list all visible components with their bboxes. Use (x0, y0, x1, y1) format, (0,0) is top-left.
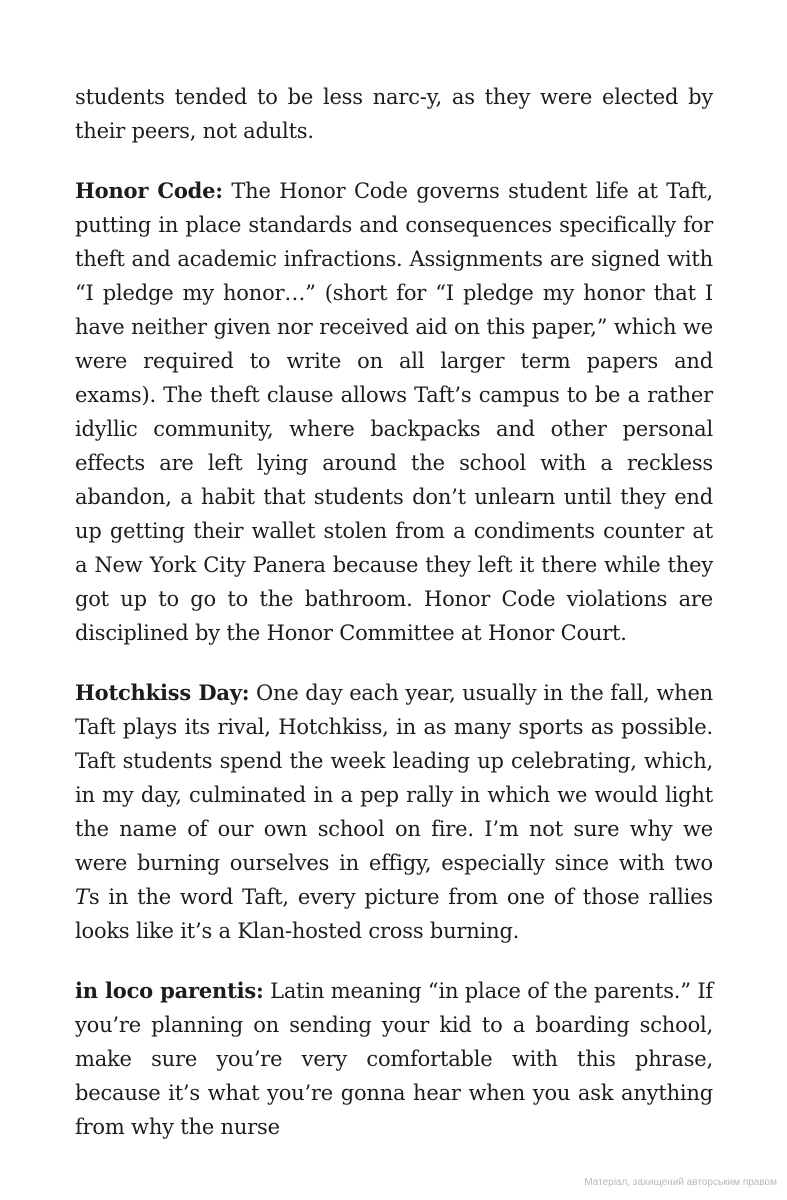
glossary-definition-part1: One day each year, usually in the fall, when Taft plays its rival, Hotchkiss, in as many sports as possible. Taft students spend the week leading up celebrating, which, in my day, culminated in a pep rally in which we would light the name of our own school on fire. I’m not sure why we were burning ourselves in effigy, especially since with two (75, 681, 714, 875)
glossary-entry-honor-code (75, 174, 713, 650)
glossary-entry-hotchkiss-day (75, 676, 713, 948)
glossary-definition-italic: T (75, 885, 89, 909)
glossary-definition: The Honor Code governs student life at Taft, putting in place standards and consequences specifically for theft and academic infractions. Assignments are signed with “I pledge my honor…” (short for “I pledge my honor that I have neither given nor received aid on this paper,” which we were required to write on all larger term papers and exams). The theft clause allows Taft’s campus to be a rather idyllic community, where backpacks and other personal effects are left lying around the school with a reckless abandon, a habit that students don’t unlearn until they end up getting their wallet stolen from a condiments counter at a New York City Panera because they left it there while they got up to go to the bathroom. Honor Code violations are disciplined by the Honor Committee at Honor Court. (75, 179, 713, 645)
glossary-term: in loco parentis: (75, 978, 264, 1003)
glossary-term: Honor Code: (75, 178, 223, 203)
copyright-watermark: Матеріал, захищений авторським правом (584, 1177, 777, 1188)
paragraph-text: students tended to be less narc-y, as they were elected by their peers, not adults. (75, 85, 713, 143)
glossary-term: Hotchkiss Day: (75, 680, 250, 705)
glossary-definition-part2: s in the word Taft, every picture from one of those rallies looks like it’s a Klan-hosted cross burning. (75, 885, 713, 943)
paragraph-continuation (75, 80, 713, 148)
glossary-entry-in-loco-parentis (75, 974, 713, 1144)
glossary-definition: Latin meaning “in place of the parents.” If you’re planning on sending your kid to a boarding school, make sure you’re very comfortable with this phrase, because it’s what you’re gonna hear when you ask anything from why the nurse (75, 979, 713, 1139)
document-page (75, 80, 713, 1170)
